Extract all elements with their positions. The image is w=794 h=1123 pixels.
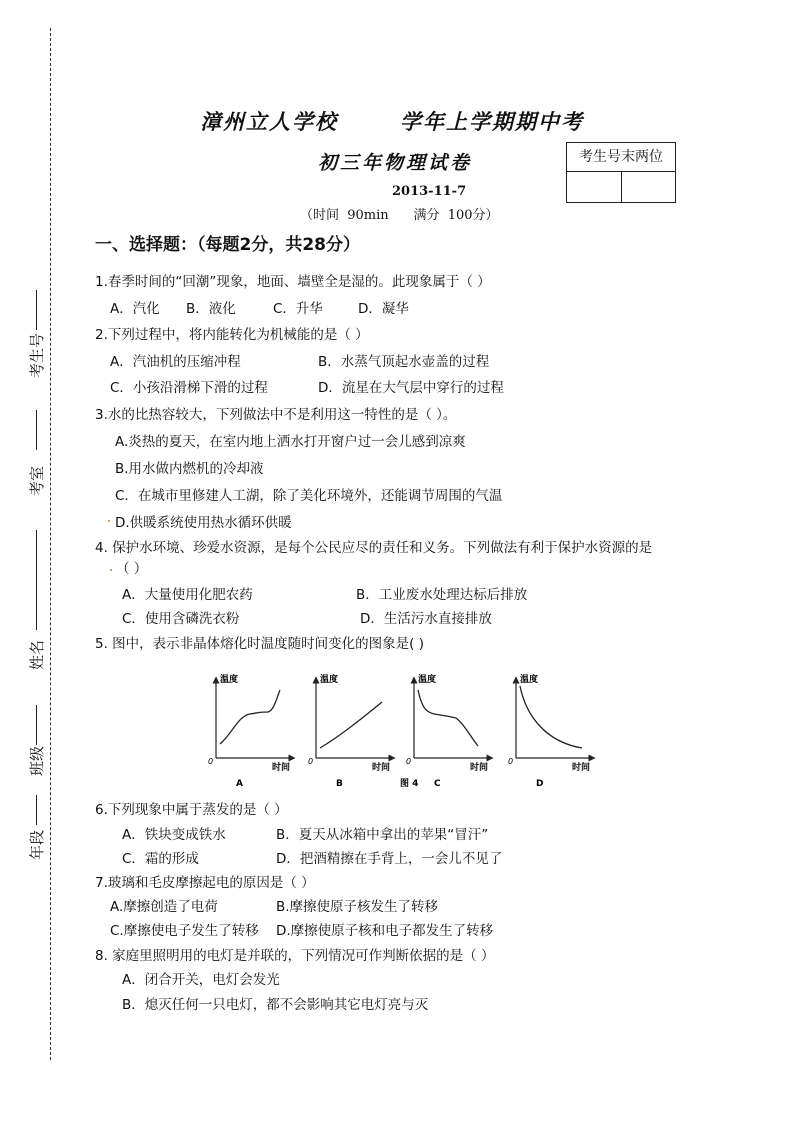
question-3-option-b[interactable]: B.用水做内燃机的冷却液: [115, 461, 264, 477]
graph-panel-c: [406, 673, 490, 789]
question-4-option-a[interactable]: A．大量使用化肥农药: [122, 587, 253, 603]
side-blank-room[interactable]: [36, 410, 37, 450]
graph-curve-c: [418, 690, 478, 746]
graph-panel-d: [508, 673, 592, 789]
question-2-option-b[interactable]: B．水蒸气顶起水壶盖的过程: [318, 354, 490, 370]
side-blank-exam-no[interactable]: [36, 290, 37, 330]
question-3-stem: 3.水的比热容较大，下列做法中不是利用这一特性的是（ ）。: [95, 407, 457, 423]
question-4-option-c[interactable]: C．使用含磷洗衣粉: [122, 611, 240, 627]
question-6-option-d[interactable]: D．把酒精擦在手背上，一会儿不见了: [276, 851, 503, 867]
question-3-option-c[interactable]: C．在城市里修建人工湖，除了美化环境外，还能调节周围的气温: [115, 488, 503, 504]
graph-y-label: 温度: [320, 675, 339, 685]
question-1-option-a[interactable]: A．汽化: [110, 301, 160, 317]
graph-origin-label: 0: [308, 757, 314, 766]
stray-mark: [110, 569, 112, 571]
student-id-cell-1[interactable]: [567, 172, 622, 202]
binding-dashed-line: [50, 28, 51, 1060]
side-label-name: 姓名: [28, 639, 46, 670]
graph-x-label: 时间: [572, 763, 591, 773]
graph-curve-b: [320, 702, 382, 748]
student-id-box: [566, 142, 676, 203]
question-7-option-d[interactable]: D.摩擦使原子核和电子都发生了转移: [276, 923, 494, 939]
question-2-option-c[interactable]: C．小孩沿滑梯下滑的过程: [110, 380, 268, 396]
question-4-stem: 4. 保护水环境、珍爱水资源，是每个公民应尽的责任和义务。下列做法有利于保护水资源的是: [95, 540, 653, 556]
figure-4-graphs: [200, 668, 610, 793]
question-1-option-c[interactable]: C．升华: [273, 301, 323, 317]
graph-panel-a: [208, 673, 292, 789]
exam-subtitle: 初三年物理试卷: [318, 152, 473, 174]
school-name: 漳州立人学校: [200, 109, 338, 134]
term-name: 学年上学期期中考: [400, 109, 584, 134]
side-label-room: 考室: [28, 465, 46, 496]
student-id-box-label: 考生号末两位: [567, 143, 675, 172]
question-3-option-d[interactable]: D.供暖系统使用热水循环供暖: [115, 515, 292, 531]
graph-origin-label: 0: [406, 757, 412, 766]
question-7-stem: 7.玻璃和毛皮摩擦起电的原因是（ ）: [95, 875, 315, 891]
question-7-option-a[interactable]: A.摩擦创造了电荷: [110, 899, 218, 915]
figure-caption: 图 4: [400, 779, 419, 789]
graph-x-label: 时间: [470, 763, 489, 773]
exam-time-info: （时间 90min 满分 100分）: [300, 208, 499, 223]
question-4-option-d[interactable]: D．生活污水直接排放: [360, 611, 492, 627]
question-1-option-b[interactable]: B．液化: [186, 301, 236, 317]
graph-x-label: 时间: [272, 763, 291, 773]
question-4-option-b[interactable]: B．工业废水处理达标后排放: [356, 587, 528, 603]
exam-date: 2013-11-7: [392, 184, 467, 199]
graph-panel-label: B: [336, 779, 343, 789]
question-4-stem-continued: （ ）: [116, 561, 148, 577]
graph-x-label: 时间: [372, 763, 391, 773]
question-2-option-a[interactable]: A．汽油机的压缩冲程: [110, 354, 241, 370]
graph-panel-label: D: [536, 779, 544, 789]
question-2-stem: 2.下列过程中，将内能转化为机械能的是（ ）: [95, 327, 369, 343]
section-title: 一、选择题：（每题2分，共28分）: [95, 235, 360, 255]
question-1-option-d[interactable]: D．凝华: [358, 301, 409, 317]
graph-curve-d: [520, 686, 582, 748]
side-label-grade: 年段: [28, 829, 46, 860]
exam-title: [200, 106, 584, 136]
graph-y-label: 温度: [220, 675, 239, 685]
question-7-option-b[interactable]: B.摩擦使原子核发生了转移: [276, 899, 439, 915]
question-2-option-d[interactable]: D．流星在大气层中穿行的过程: [318, 380, 504, 396]
question-7-option-c[interactable]: C.摩擦使电子发生了转移: [110, 923, 259, 939]
question-1-stem: 1.春季时间的“回潮”现象，地面、墙壁全是湿的。此现象属于（ ）: [95, 274, 491, 290]
side-blank-class[interactable]: [36, 705, 37, 745]
question-3-option-a[interactable]: A.炎热的夏天，在室内地上洒水打开窗户过一会儿感到凉爽: [115, 434, 466, 450]
side-label-class: 班级: [28, 745, 46, 776]
side-label-exam-no: 考生号: [28, 332, 46, 378]
stray-mark: [108, 520, 110, 522]
graph-origin-label: 0: [508, 757, 514, 766]
question-8-option-b[interactable]: B．熄灭任何一只电灯，都不会影响其它电灯亮与灭: [122, 997, 429, 1013]
student-id-cell-2[interactable]: [622, 172, 676, 202]
question-6-option-b[interactable]: B．夏天从冰箱中拿出的苹果“冒汗”: [276, 827, 489, 843]
graph-panel-label: A: [236, 779, 243, 789]
graph-y-label: 温度: [520, 675, 539, 685]
side-blank-grade[interactable]: [36, 795, 37, 825]
graph-panel-b: [308, 673, 392, 789]
question-6-stem: 6.下列现象中属于蒸发的是（ ）: [95, 802, 288, 818]
graph-y-label: 温度: [418, 675, 437, 685]
question-8-option-a[interactable]: A．闭合开关，电灯会发光: [122, 972, 280, 988]
question-6-option-c[interactable]: C．霜的形成: [122, 851, 199, 867]
question-5-stem: 5. 图中，表示非晶体熔化时温度随时间变化的图象是( ): [95, 636, 424, 652]
graph-origin-label: 0: [208, 757, 214, 766]
question-8-stem: 8. 家庭里照明用的电灯是并联的，下列情况可作判断依据的是（ ）: [95, 948, 495, 964]
question-6-option-a[interactable]: A．铁块变成铁水: [122, 827, 226, 843]
graph-curve-a: [220, 690, 280, 744]
graph-panel-label: C: [434, 779, 441, 789]
side-blank-name[interactable]: [36, 530, 37, 630]
